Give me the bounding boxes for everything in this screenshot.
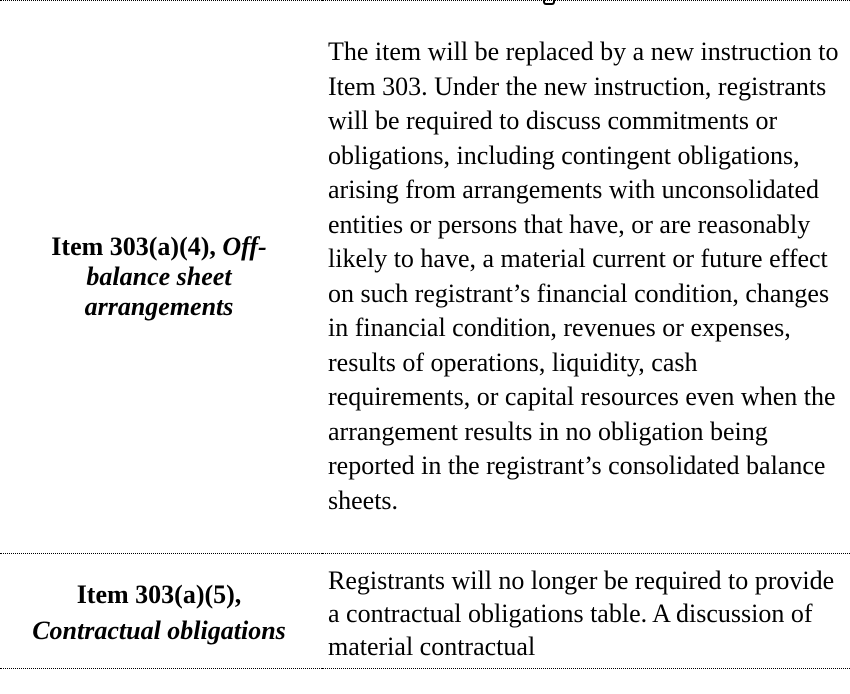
- item-number: Item 303(a)(5),: [76, 580, 242, 609]
- item-title: Off-balance sheet arrangements: [84, 232, 267, 321]
- row-description: Registrants will no longer be required to provide a contractual obligations table. A discussion of material contractual: [322, 554, 850, 669]
- item-title: Contractual obligations: [32, 616, 286, 645]
- row-description: The item will be replaced by a new instruction to Item 303. Under the new instruction, registrants will be required to discuss commitments or obligations, including contingent obligations, arising from arrangements with unconsolidated entities or persons that have, or are reasonably likely to have, a material current or future effect on such registrant’s financial condition, changes in financial condition, revenues or expenses, results of operations, liquidity, cash requirements, or capital resources even when the arrangement results in no obligation being reported in the registrant’s consolidated balance sheets.: [322, 1, 850, 554]
- row-heading: [0, 554, 322, 669]
- item-number: Item 303(a)(4),: [51, 232, 223, 261]
- table-row: [0, 1, 850, 554]
- table-row: [0, 554, 850, 669]
- row-heading: [0, 1, 322, 554]
